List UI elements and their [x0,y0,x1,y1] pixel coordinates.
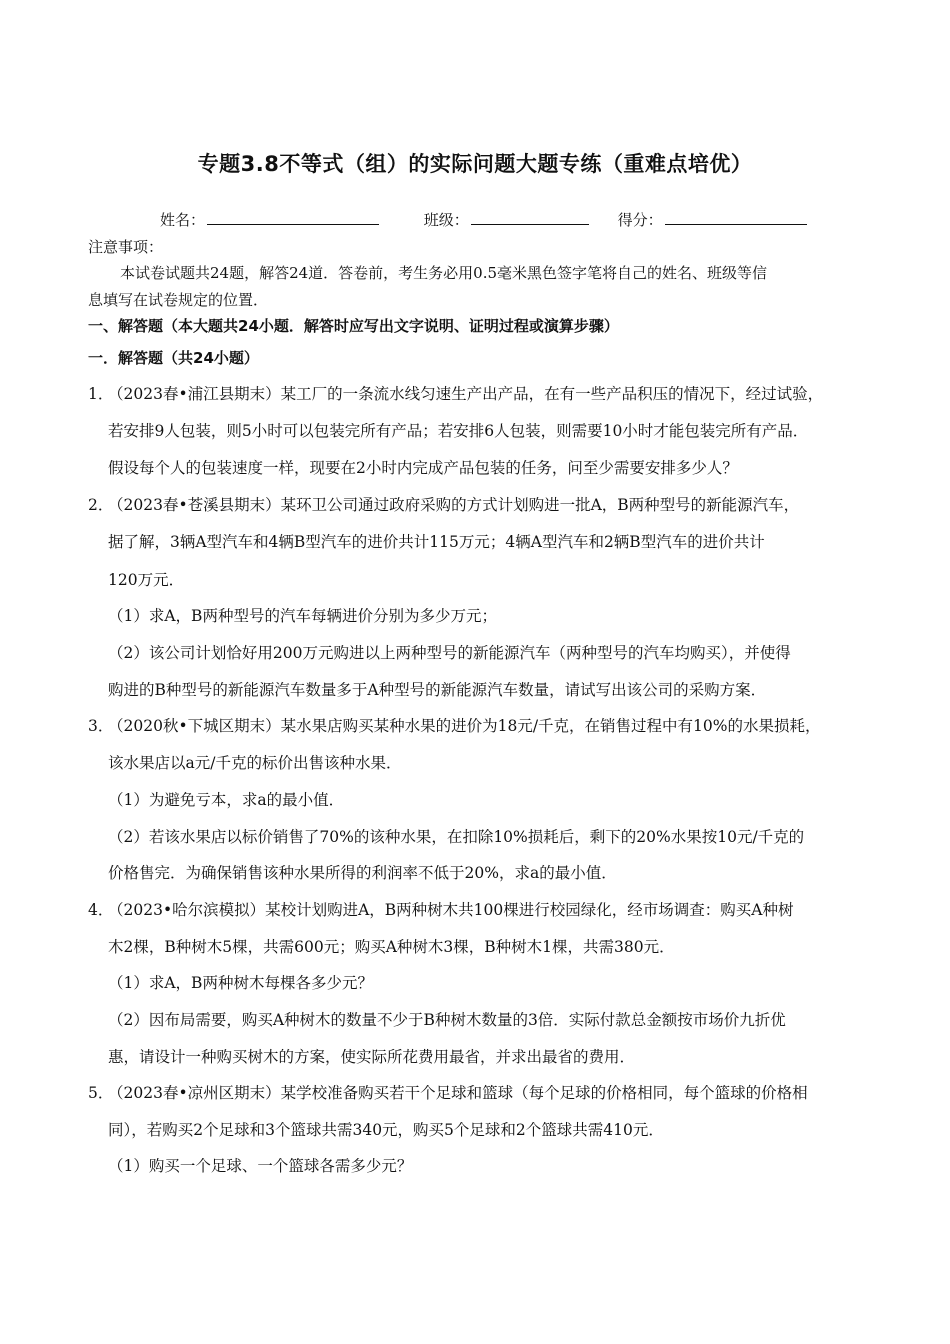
question-2-part-2-line-2: 购进的B种型号的新能源汽车数量多于A种型号的新能源汽车数量，请试写出该公司的采购方案． [108,681,767,699]
notice-line-2: 息填写在试卷规定的位置． [88,291,269,309]
section-heading-2: 一．解答题（共24小题） [88,349,259,367]
question-4-line-2: 木2棵，B种树木5棵，共需600元；购买A种树木3棵，B种树木1棵，共需380元． [108,938,675,956]
class-blank[interactable] [471,210,589,225]
notice-label: 注意事项： [88,238,164,256]
score-label: 得分： [617,211,663,229]
question-1-line-3: 假设每个人的包装速度一样，现要在2小时内完成产品包装的任务，问至少需要安排多少人？ [108,459,738,477]
question-5-number: 5． [88,1084,114,1102]
question-4-line-1: （2023•哈尔滨模拟）某校计划购进A，B两种树木共100棵进行校园绿化，经市场调查：购买A种树 [108,901,794,919]
question-1-line-2: 若安排9人包装，则5小时可以包装完所有产品；若安排6人包装，则需要10小时才能包装完所有产品． [108,422,809,440]
class-field [424,209,589,230]
section-heading-1: 一、解答题（本大题共24小题．解答时应写出文字说明、证明过程或演算步骤） [88,317,619,335]
name-label: 姓名： [160,211,206,229]
question-3-line-1: （2020秋•下城区期末）某水果店购买某种水果的进价为18元/千克，在销售过程中有10%的水果损耗， [108,717,821,735]
page-title: 专题3.8不等式（组）的实际问题大题专练（重难点培优） [197,152,753,176]
name-field [160,209,379,230]
question-2-line-1: （2023春•苍溪县期末）某环卫公司通过政府采购的方式计划购进一批A，B两种型号的新能源汽车， [108,496,800,514]
question-2-part-2-line-1: （2）该公司计划恰好用200万元购进以上两种型号的新能源汽车（两种型号的汽车均购买），并使得 [108,644,791,662]
question-1-number: 1． [88,385,114,403]
question-5-line-1: （2023春•凉州区期末）某学校准备购买若干个足球和篮球（每个足球的价格相同，每个篮球的价格相 [108,1084,808,1102]
question-1-line-1: （2023春•浦江县期末）某工厂的一条流水线匀速生产出产品，在有一些产品积压的情况下，经过试验， [108,385,824,403]
question-2-number: 2． [88,496,114,514]
question-4-number: 4． [88,901,114,919]
class-label: 班级： [423,211,469,229]
question-3-number: 3． [88,717,114,735]
notice-line-1: 本试卷试题共24题，解答24道．答卷前，考生务必用0.5毫米黑色签字笔将自己的姓名、班级等信 [120,264,768,282]
question-5-line-2: 同），若购买2个足球和3个篮球共需340元，购买5个足球和2个篮球共需410元． [108,1121,664,1139]
question-3-part-1: （1）为避免亏本，求a的最小值． [108,791,345,809]
question-5-part-1: （1）购买一个足球、一个篮球各需多少元？ [108,1157,413,1175]
question-4-part-1: （1）求A，B两种树木每棵各多少元？ [108,974,373,992]
question-4-part-2-line-2: 惠，请设计一种购买树木的方案，使实际所花费用最省，并求出最省的费用． [108,1048,636,1066]
question-2-part-1: （1）求A，B两种型号的汽车每辆进价分别为多少万元； [108,607,497,625]
question-2-line-2: 据了解，3辆A型汽车和4辆B型汽车的进价共计115万元；4辆A型汽车和2辆B型汽车的进价共计 [108,533,765,551]
question-3-part-2-line-1: （2）若该水果店以标价销售了70%的该种水果，在扣除10%损耗后，剩下的20%水果按10元/千克的 [108,828,805,846]
score-field [618,209,807,230]
question-2-line-3: 120万元． [108,571,185,589]
student-info-row [160,209,860,230]
name-blank[interactable] [207,210,379,225]
question-4-part-2-line-1: （2）因布局需要，购买A种树木的数量不少于B种树木数量的3倍．实际付款总金额按市场价九折优 [108,1011,786,1029]
score-blank[interactable] [665,210,807,225]
question-3-line-2: 该水果店以a元/千克的标价出售该种水果． [108,754,402,772]
question-3-part-2-line-2: 价格售完．为确保销售该种水果所得的利润率不低于20%，求a的最小值． [108,864,617,882]
